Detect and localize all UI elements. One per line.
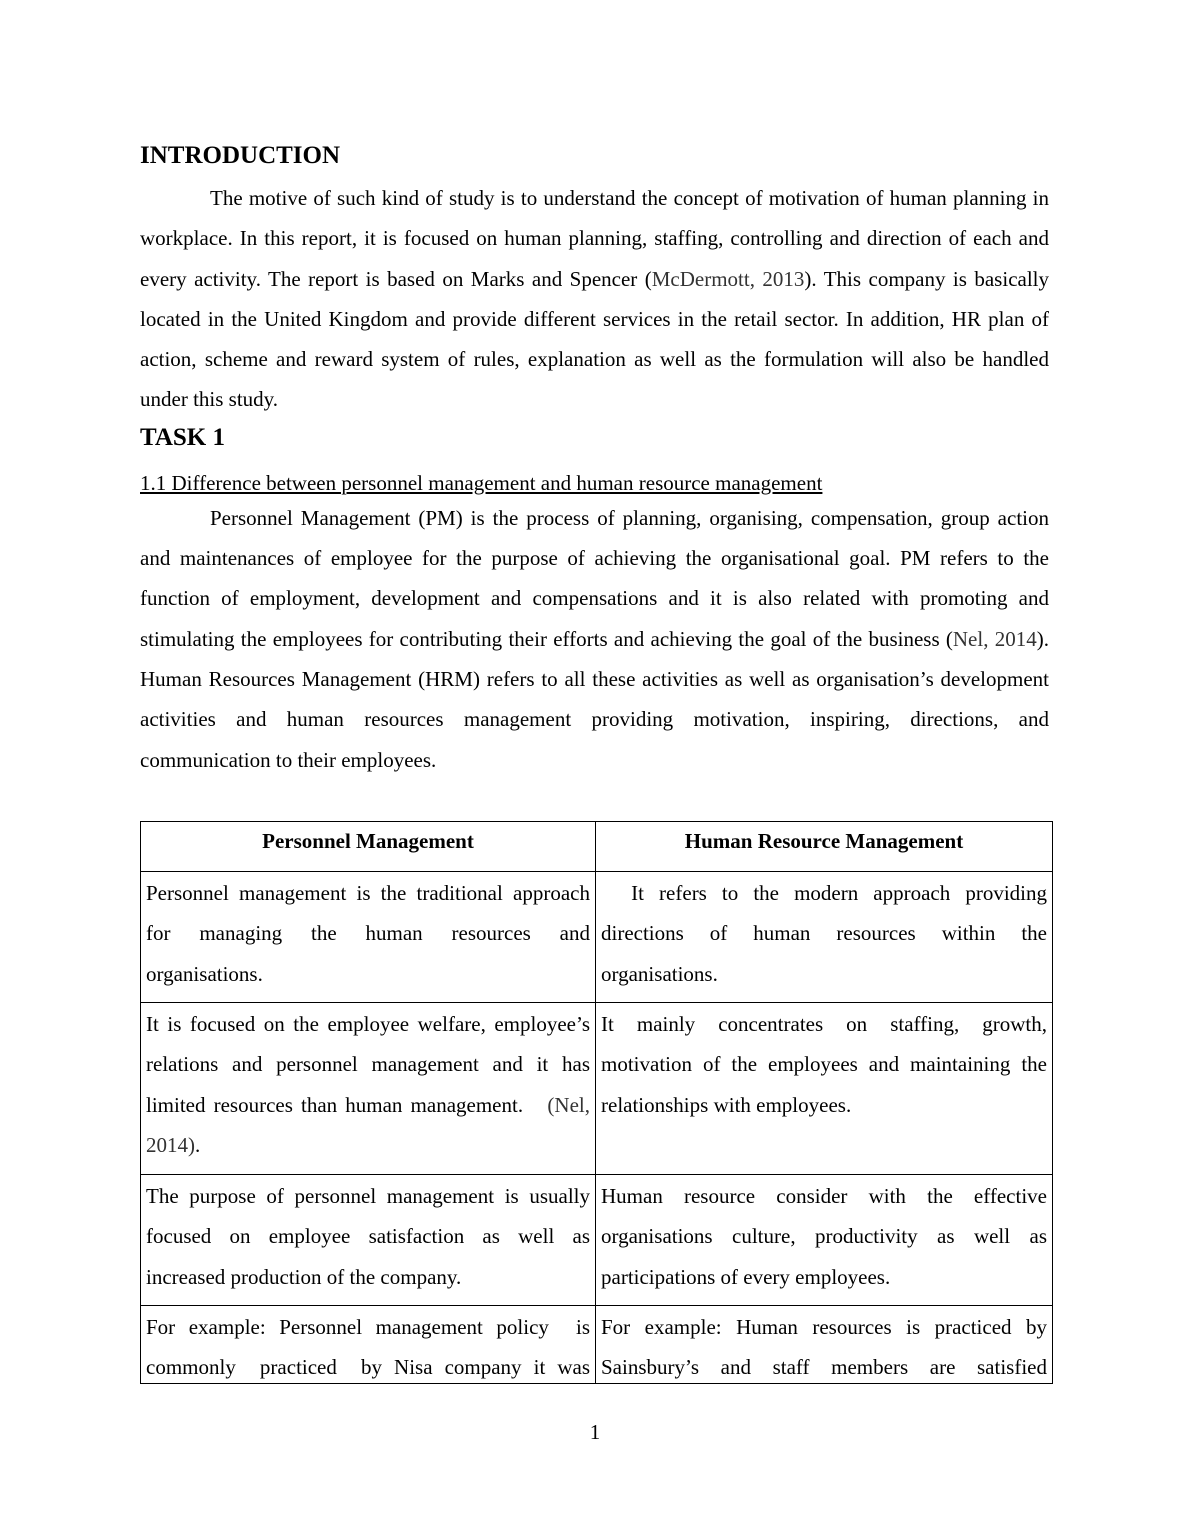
table-header-row: [141, 822, 1053, 872]
table-row: [141, 1175, 1053, 1306]
pm-cell: [141, 1306, 596, 1384]
citation-nel: (Nel, 2014): [146, 1092, 596, 1157]
task1-paragraph: [140, 498, 1049, 780]
citation-mcdermott: McDermott, 2013: [651, 266, 805, 291]
pm-cell: [141, 1003, 596, 1175]
task1-text: Personnel Management (PM) is the process of planning, organising, compensation, group action and maintenances of employee for the purpose of achieving the organisational goal. PM refers to the function of employment, development and compensations and it is also related with promoting and stimulating the employees for contributing their efforts and achieving the goal of the business (: [140, 505, 1049, 651]
task1-heading: TASK 1: [140, 423, 225, 451]
pm-cell: The purpose of personnel management is usually focused on employee satisfaction as well as increased production of the company.: [141, 1175, 596, 1306]
pm-cell: Personnel management is the traditional approach for managing the human resources and organisations.: [141, 872, 596, 1003]
introduction-paragraph: [140, 178, 1049, 420]
page-number: 1: [589, 1420, 601, 1444]
table-row: [141, 872, 1053, 1003]
pm-cell-text: It is focused on the employee welfare, employee’s relations and personnel management and it has limited resources than human management.: [146, 1012, 596, 1117]
hrm-cell: It mainly concentrates on staffing, growth, motivation of the employees and maintaining the relationships with employees.: [596, 1003, 1053, 1175]
header-personnel-management: Personnel Management: [141, 822, 596, 872]
citation-nel: Nel, 2014: [952, 626, 1037, 651]
introduction-heading: INTRODUCTION: [140, 142, 341, 169]
table-row: [141, 1306, 1053, 1384]
table-row: [141, 1003, 1053, 1175]
pm-cell-text-after: .: [195, 1132, 201, 1157]
task1-text-after: ). Human Resources Management (HRM) refers to all these activities as well as organisation’s development activities and human resources management providing motivation, inspiring, directions, and communication to their employees.: [140, 626, 1049, 772]
header-human-resource-management: Human Resource Management: [596, 822, 1053, 872]
introduction-text: The motive of such kind of study is to understand the concept of motivation of human planning in workplace. In this report, it is focused on human planning, staffing, controlling and direction of each and every activity. The report is based on Marks and Spencer (: [140, 186, 1049, 291]
hrm-cell: [596, 1306, 1053, 1384]
hrm-cell: Human resource consider with the effective organisations culture, productivity as well as participations of every employees.: [596, 1175, 1053, 1306]
task1-subheading: 1.1 Difference between personnel management and human resource management: [140, 470, 823, 495]
introduction-text-after: ). This company is basically located in the United Kingdom and provide different services in the retail sector. In addition, HR plan of action, scheme and reward system of rules, explanation as well as the formulation will also be handled under this study.: [140, 266, 1049, 412]
comparison-table: [140, 821, 1053, 1384]
pm-cell-text: For example: Personnel management policy is commonly practiced by Nisa company it was: [146, 1315, 596, 1380]
hrm-cell: It refers to the modern approach providing directions of human resources within the organisations.: [596, 872, 1053, 1003]
page-content: [140, 138, 1049, 780]
hrm-cell-text: For example: Human resources is practiced by Sainsbury’s and staff members are satisfied: [601, 1315, 1047, 1380]
